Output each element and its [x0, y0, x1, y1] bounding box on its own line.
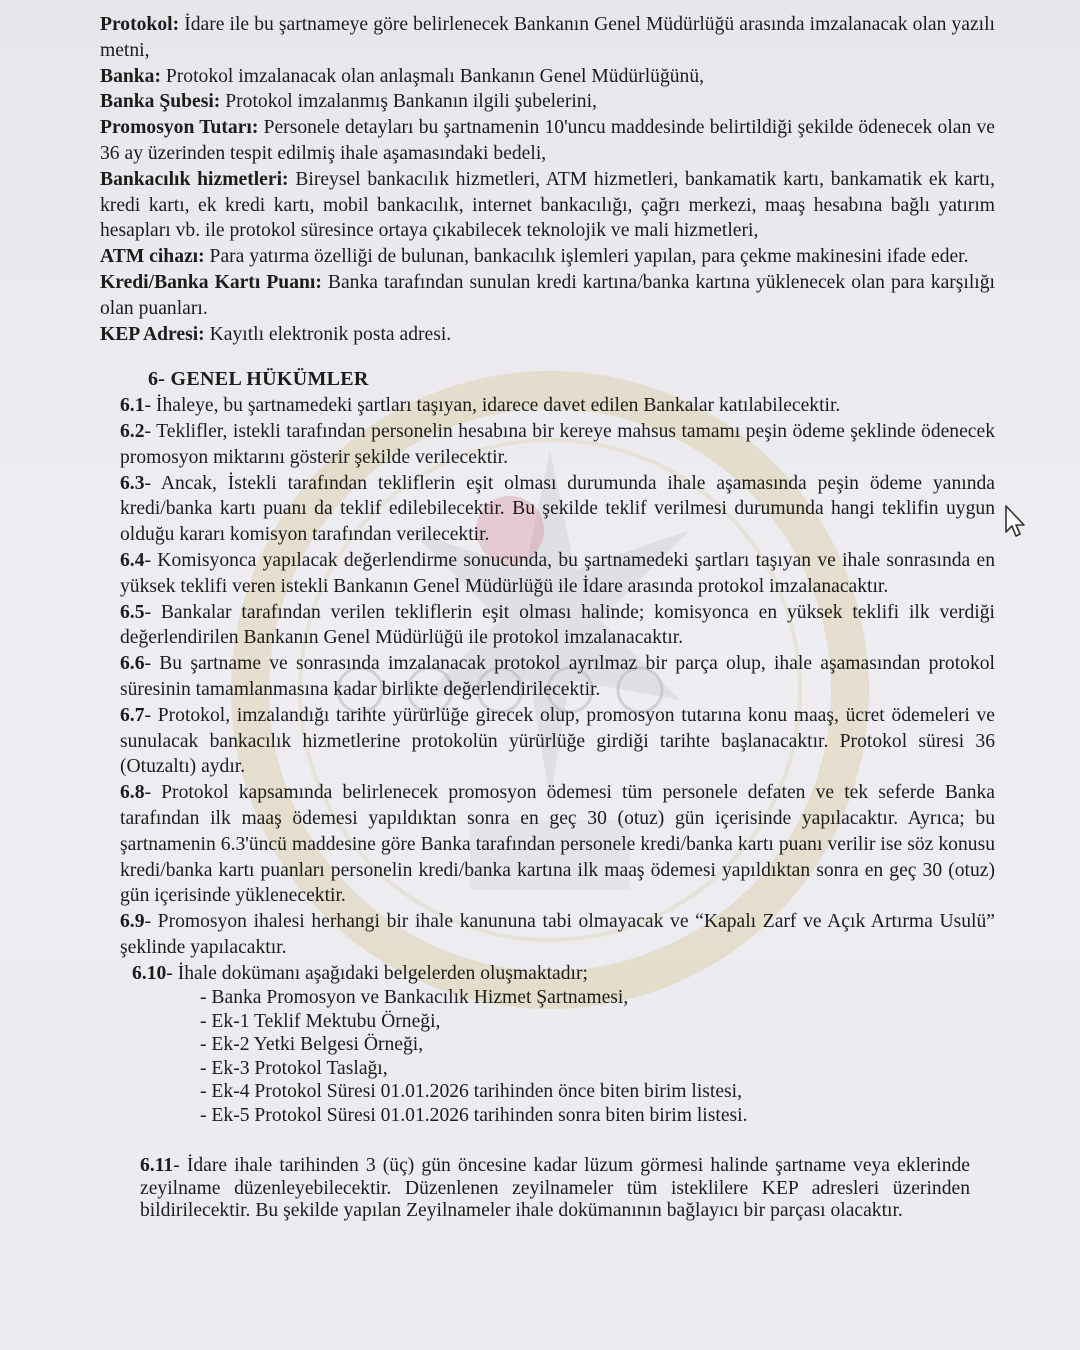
definition-item: [100, 89, 995, 115]
clauses-list: [100, 393, 995, 986]
clause-item: [140, 1155, 970, 1223]
list-item: - Ek-4 Protokol Süresi 01.01.2026 tarihinden önce biten birim listesi,: [200, 1081, 743, 1103]
clause-number: 6.11: [140, 1155, 174, 1177]
definition-term: Banka Şubesi:: [100, 91, 221, 113]
definition-text: Para yatırma özelliği de bulunan, bankacılık işlemleri yapılan, para çekme makinesini ifade eder.: [204, 246, 969, 268]
definition-term: Banka:: [100, 65, 161, 87]
clause-text: - Bu şartname ve sonrasında imzalanacak protokol ayrılmaz bir parça olup, ihale aşamasından protokol süresinin tamamlanmasına kadar birlikte değerlendirilecektir.: [120, 653, 995, 700]
definition-text: Personele detayları bu şartnamenin 10'uncu maddesinde belirtildiği şekilde ödenecek olan ve 36 ay üzerinden tespit edilmiş ihale aşamasındaki bedeli,: [100, 117, 995, 164]
clause-text: - Promosyon ihalesi herhangi bir ihale kanununa tabi olmayacak ve “Kapalı Zarf ve Açık Artırma Usulü” şeklinde yapılacaktır.: [120, 911, 995, 958]
clause-item: [120, 393, 995, 419]
definition-text: Banka tarafından sunulan kredi kartına/banka kartına yüklenecek olan para karşılığı olan puanları.: [100, 271, 995, 319]
definition-text: Kayıtlı elektronik posta adresi.: [204, 323, 452, 345]
clause-text: - İhale dokümanı aşağıdaki belgelerden oluşmaktadır;: [166, 962, 588, 984]
clause-item: [120, 548, 995, 600]
clause-item: [120, 419, 995, 471]
clause-text: - İdare ihale tarihinden 3 (üç) gün öncesine kadar lüzum görmesi halinde şartname veya eklerinde zeyilname düzenleyebilecektir. Düzenlenen zeyilnameler tüm isteklilere KEP adresleri üzerinden bildirilecektir. Bu şekilde yapılan Zeyilnameler ihale dokümanının bağlayıcı bir parçası olacaktır.: [140, 1155, 970, 1222]
definition-term: Promosyon Tutarı:: [100, 117, 259, 139]
clause-number: 6.1: [120, 395, 145, 417]
definition-term: KEP Adresi:: [100, 323, 205, 345]
clause-item: [132, 961, 995, 987]
clause-text: - Bankalar tarafından verilen tekliflerin eşit olması halinde; komisyonca en yüksek teklifi ilk verdiği değerlendirilen Bankanın Genel Müdürlüğü ile protokol imzalanacaktır.: [120, 601, 995, 649]
definition-item: [100, 12, 995, 64]
clause-number: 6.8: [120, 782, 145, 804]
clause-item: [120, 703, 995, 780]
definition-item: [100, 270, 995, 322]
definition-item: [100, 115, 995, 167]
definition-term: Bankacılık hizmetleri:: [100, 168, 289, 190]
clause-item: [120, 651, 995, 703]
clause-text: - Protokol kapsamında belirlenecek promosyon ödemesi tüm personele defaten ve tek seferde Banka tarafından ilk maaş ödemesi yapıldıktan sonra en geç 30 (otuz) gün içerisinde yapılacaktır. Ayrıca; bu şartnamenin 6.3'üncü maddesine göre Banka tarafından personele kredi/banka kartı puanı verilir ise söz konusu kredi/banka kartı puanları personelin kredi/banka kartına ilk maaş ödemesi yapıldıktan sonra en geç 30 (otuz) gün içerisinde yüklenecektir.: [120, 782, 995, 907]
clause-item: [120, 909, 995, 961]
clause-text: - İhaleye, bu şartnamedeki şartları taşıyan, idarece davet edilen Bankalar katılabilecektir.: [144, 395, 841, 417]
definition-term: Kredi/Banka Kartı Puanı:: [100, 271, 322, 293]
definition-text: İdare ile bu şartnameye göre belirlenecek Bankanın Genel Müdürlüğü arasında imzalanacak olan yazılı metni,: [100, 14, 995, 61]
list-item: - Ek-5 Protokol Süresi 01.01.2026 tarihinden sonra biten birim listesi.: [200, 1104, 748, 1126]
definition-item: [100, 244, 995, 270]
definition-item: [100, 322, 995, 348]
clause-number: 6.6: [120, 653, 145, 675]
definition-item: [100, 167, 995, 244]
definitions-list: [100, 12, 995, 347]
definition-text: Protokol imzalanacak olan anlaşmalı Bankanın Genel Müdürlüğünü,: [160, 65, 705, 87]
definition-term: Protokol:: [100, 14, 180, 35]
clause-item: [120, 780, 995, 909]
clause-number: 6.2: [120, 420, 145, 442]
list-item: - Ek-3 Protokol Taslağı,: [200, 1057, 388, 1079]
section-heading: 6- GENEL HÜKÜMLER: [148, 368, 369, 391]
mouse-cursor-icon: [1004, 504, 1028, 540]
clause-number: 6.7: [120, 704, 145, 726]
document-content: [100, 12, 995, 1223]
definition-text: Protokol imzalanmış Bankanın ilgili şubelerini,: [220, 91, 597, 113]
documents-list: [100, 986, 995, 1127]
clause-number: 6.4: [120, 549, 145, 571]
clause-number: 6.9: [120, 911, 145, 933]
clause-number: 6.10: [132, 962, 167, 984]
clause-text: - Teklifler, istekli tarafından personelin hesabına bir kereye mahsus tamamı peşin ödeme şeklinde ödenecek promosyon miktarını gösterir şekilde verilecektir.: [120, 420, 995, 468]
list-item: - Banka Promosyon ve Bankacılık Hizmet Şartnamesi,: [200, 987, 629, 1009]
list-item: - Ek-1 Teklif Mektubu Örneği,: [200, 1010, 441, 1032]
clause-text: - Komisyonca yapılacak değerlendirme sonucunda, bu şartnamedeki şartları taşıyan ve ihale sonrasında en yüksek teklifi veren istekli Bankanın Genel Müdürlüğü ile İdare arasında protokol imzalanacaktır.: [120, 549, 995, 597]
clause-number: 6.5: [120, 601, 145, 623]
clause-item: [120, 471, 995, 548]
definition-term: ATM cihazı:: [100, 246, 205, 268]
definition-item: [100, 64, 995, 90]
list-item: - Ek-2 Yetki Belgesi Örneği,: [200, 1034, 424, 1056]
clause-text: - Ancak, İstekli tarafından tekliflerin eşit olması durumunda ihale aşamasında peşin ödeme yanında kredi/banka kartı puanı da teklif edilebilecektir. Bu şekilde teklif verilmesi durumunda hangi teklifin uygun olduğu kararı komisyon tarafından verilecektir.: [120, 472, 995, 546]
clause-item: [120, 600, 995, 652]
clause-text: - Protokol, imzalandığı tarihte yürürlüğe girecek olup, promosyon tutarına konu maaş, ücret ödemeleri ve sunulacak bankacılık hizmetlerine protokolün yürürlüğe girdiği tarihte başlanacaktır. Protokol süresi 36 (Otuzaltı) aydır.: [120, 704, 995, 778]
definition-text: Bireysel bankacılık hizmetleri, ATM hizmetleri, bankamatik kartı, bankamatik ek kartı, kredi kartı, ek kredi kartı, mobil bankacılık, internet bankacılığı, çağrı merkezi, maaş hesabına bağlı yatırım hesapları vb. ile protokol süresince ortaya çıkabilecek teknolojik ve mali hizmetleri,: [100, 168, 995, 242]
clause-number: 6.3: [120, 472, 145, 494]
